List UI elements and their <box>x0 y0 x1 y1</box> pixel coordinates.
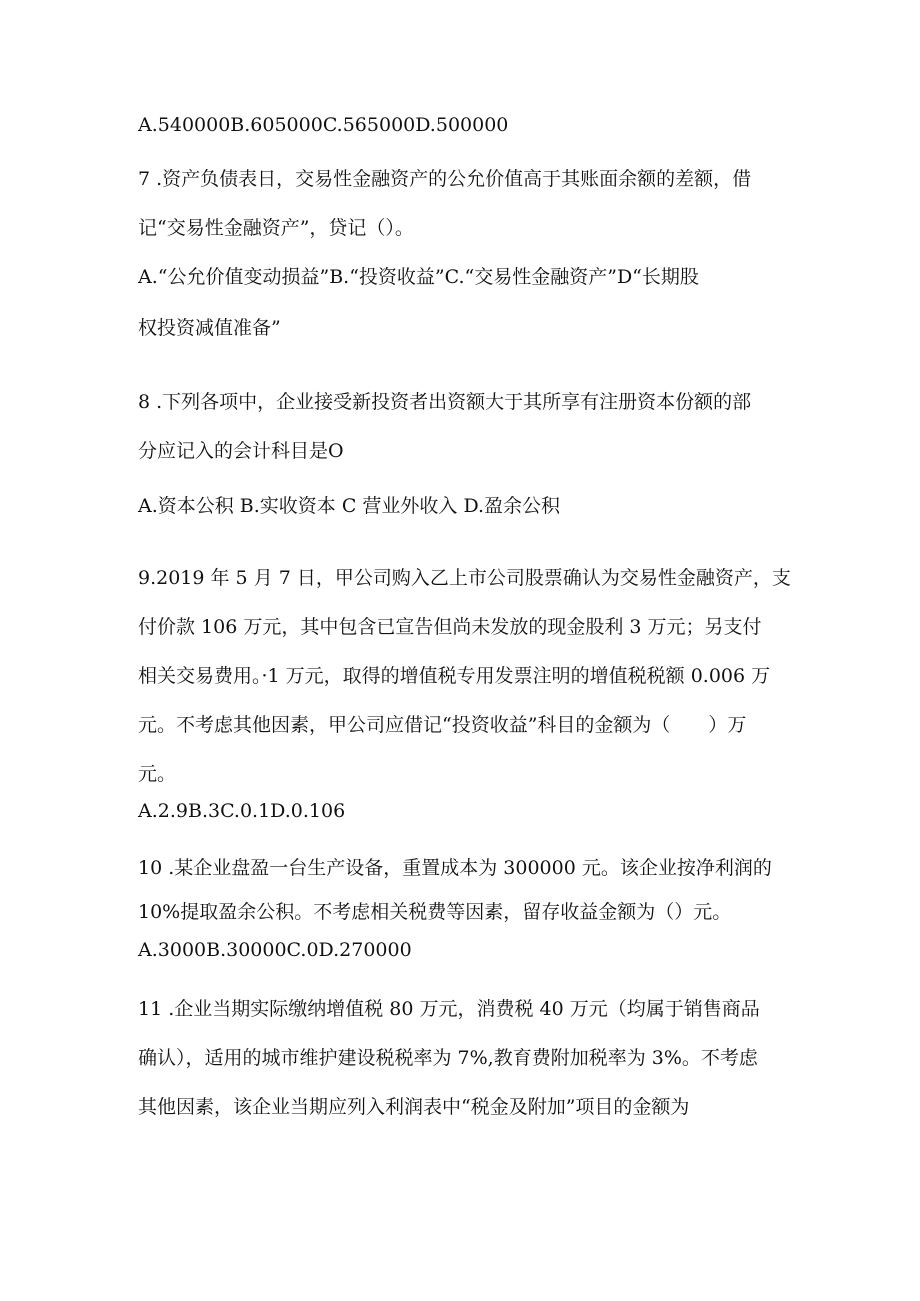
q10-stem-line2: 10%提取盈余公积。不考虑相关税费等因素，留存收益金额为（）元。 <box>138 901 732 923</box>
q9-options: A.2.9B.3C.0.1D.0.106 <box>138 800 346 822</box>
q10-stem-line1: 10 .某企业盘盈一台生产设备，重置成本为 300000 元。该企业按净利润的 <box>138 857 772 879</box>
q9-stem-line4: 元。不考虑其他因素，甲公司应借记“投资收益”科目的金额为（ ）万 <box>138 714 747 736</box>
q9-stem-line3: 相关交易费用。·1 万元，取得的增值税专用发票注明的增值税税额 0.006 万 <box>138 665 771 687</box>
q9-stem-line5: 元。 <box>138 763 177 785</box>
q11-stem-line1: 11 .企业当期实际缴纳增值税 80 万元，消费税 40 万元（均属于销售商品 <box>138 998 760 1020</box>
q8-options: A.资本公积 B.实收资本 C 营业外收入 D.盈余公积 <box>138 495 561 517</box>
q11-stem-line2: 确认），适用的城市维护建设税税率为 7%,教育费附加税率为 3%。不考虑 <box>138 1047 758 1069</box>
q10-options: A.3000B.30000C.0D.270000 <box>138 939 412 961</box>
q11-stem-line3: 其他因素，该企业当期应列入利润表中“税金及附加”项目的金额为 <box>138 1096 690 1118</box>
q9-stem-line2: 付价款 106 万元，其中包含已宣告但尚未发放的现金股利 3 万元；另支付 <box>138 616 762 638</box>
q6-options: A.540000B.605000C.565000D.500000 <box>138 114 509 136</box>
q8-stem-line2: 分应记入的会计科目是O <box>138 440 344 462</box>
q7-options-line1: A.“公允价值变动损益”B.“投资收益”C.“交易性金融资产”D“长期股 <box>138 266 699 288</box>
q7-stem-line1: 7 .资产负债表日，交易性金融资产的公允价值高于其账面余额的差额，借 <box>138 168 752 190</box>
q7-stem-line2: 记“交易性金融资产”，贷记（）。 <box>138 217 414 239</box>
q9-stem-line1: 9.2019 年 5 月 7 日，甲公司购入乙上市公司股票确认为交易性金融资产，支 <box>138 567 791 589</box>
q8-stem-line1: 8 .下列各项中，企业接受新投资者出资额大于其所享有注册资本份额的部 <box>138 391 752 413</box>
q7-options-line2: 权投资减值准备” <box>138 317 281 339</box>
